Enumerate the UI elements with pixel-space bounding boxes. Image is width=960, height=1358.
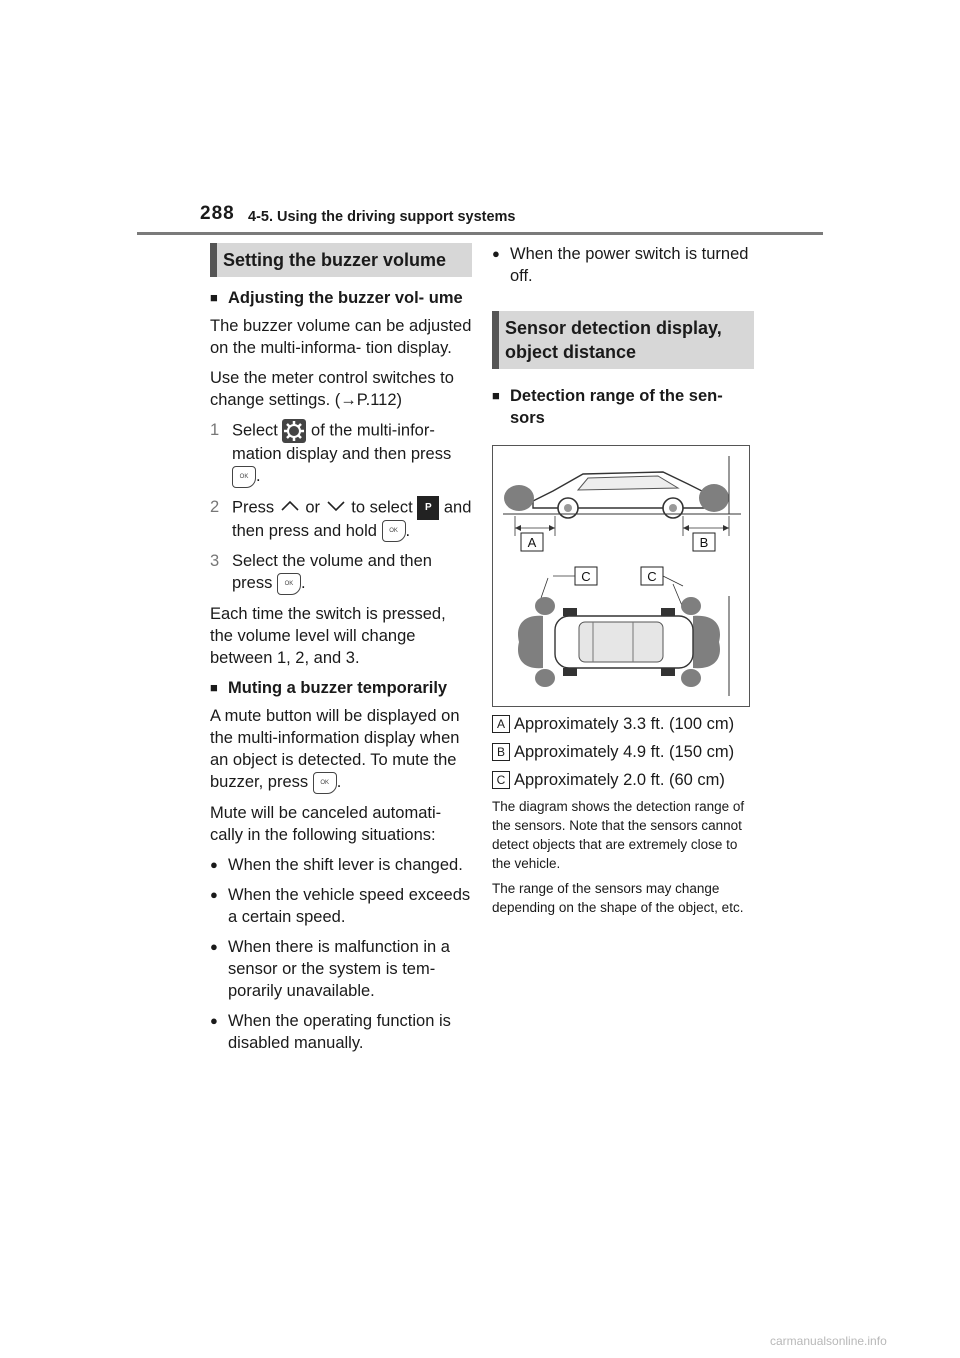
step-1 [210, 419, 472, 488]
diagram-label-b: B [699, 535, 709, 550]
diagram-label-c-rear: C [647, 569, 657, 584]
header-rule [137, 232, 823, 235]
mute-text: A mute button will be displayed on the multi-information display when an object is detected. To mute the buzzer, press [210, 706, 460, 791]
watermark: carmanualsonline.info [770, 1334, 887, 1348]
subheading-muting: ■ Muting a buzzer temporarily [210, 677, 472, 699]
right-column [492, 243, 754, 923]
front-sensor-range [504, 485, 534, 511]
page-number: 288 [200, 203, 235, 224]
chevron-down-icon [325, 497, 347, 519]
step-3 [210, 550, 472, 595]
paragraph-volume-levels: Each time the switch is pressed, the volume level will change between 1, 2, and 3. [210, 604, 446, 667]
paragraph-volume-adjust: The buzzer volume can be adjusted on the multi-informa- tion display. [210, 317, 472, 357]
label-row-a [492, 713, 754, 735]
label-row-c [492, 769, 754, 791]
step-text: . [405, 521, 411, 540]
list-item: ● When there is malfunction in a sensor or the system is tem- porarily unavailable. [210, 936, 472, 1002]
paragraph-mute-button [210, 705, 472, 794]
step-text: of the multi-infor- mation display and then press [232, 421, 452, 463]
label-row-b [492, 741, 754, 763]
box-heading-buzzer-volume: Setting the buzzer volume [210, 243, 472, 277]
ok-button-icon: OK [232, 466, 256, 488]
car-side-view [533, 472, 708, 518]
rear-sensor-range [699, 484, 729, 512]
step-text: and then press and hold [232, 498, 472, 540]
step-2 [210, 496, 472, 543]
step-text: Press [232, 498, 275, 516]
parking-sensor-icon: P [417, 496, 439, 520]
note-detection: The diagram shows the detection range of the sensors. Note that the sensors cannot detect objects that are extremely close to the vehicle. [492, 799, 745, 871]
settings-gear-icon [282, 419, 306, 443]
ok-button-icon: OK [277, 573, 301, 595]
list-item: ● When the power switch is turned off. [492, 243, 754, 287]
label-text: Approximately 4.9 ft. (150 cm) [514, 743, 735, 761]
subheading-detection-range: ■ Detection range of the sen- sors [492, 385, 754, 429]
paragraph-meter-switches: Use the meter control switches to change settings. (→P.112) [210, 369, 454, 409]
step-number: 1 [210, 421, 220, 439]
note-range-change: The range of the sensors may change depending on the shape of the object, etc. [492, 881, 744, 915]
label-key: A [492, 715, 510, 733]
list-item: ● When the shift lever is changed. [210, 854, 472, 876]
diagram-label-a: A [527, 535, 537, 550]
paragraph-mute-canceled: Mute will be canceled automati- cally in the following situations: [210, 803, 442, 844]
diagram-label-c-front: C [581, 569, 591, 584]
list-item: ● When the vehicle speed exceeds a certain speed. [210, 884, 472, 928]
ok-button-icon: OK [382, 520, 406, 542]
chevron-up-icon [279, 497, 301, 519]
ok-button-icon: OK [313, 772, 337, 794]
section-title: 4-5. Using the driving support systems [248, 209, 516, 225]
front-sensor-fan-top [518, 597, 555, 687]
step-text: Select the volume and then press [232, 552, 432, 593]
label-text: Approximately 3.3 ft. (100 cm) [514, 715, 735, 733]
subheading-adjusting: ■ Adjusting the buzzer vol- ume [210, 287, 472, 309]
sensor-range-diagram [492, 445, 750, 707]
list-item: ● When the operating function is disabled manually. [210, 1010, 472, 1054]
step-text: or [305, 498, 321, 516]
step-text: . [256, 467, 261, 485]
label-key: C [492, 771, 510, 789]
step-number: 3 [210, 552, 220, 571]
box-heading-sensor-detection: Sensor detection display, object distance [492, 311, 754, 369]
mute-text-end: . [336, 772, 342, 791]
step-text: Select [232, 421, 278, 440]
label-key: B [492, 743, 510, 761]
step-number: 2 [210, 497, 220, 516]
left-column [210, 243, 472, 1062]
car-top-view [555, 608, 693, 676]
step-text: to select [351, 498, 413, 516]
step-text: . [300, 574, 306, 593]
label-text: Approximately 2.0 ft. (60 cm) [514, 771, 725, 789]
